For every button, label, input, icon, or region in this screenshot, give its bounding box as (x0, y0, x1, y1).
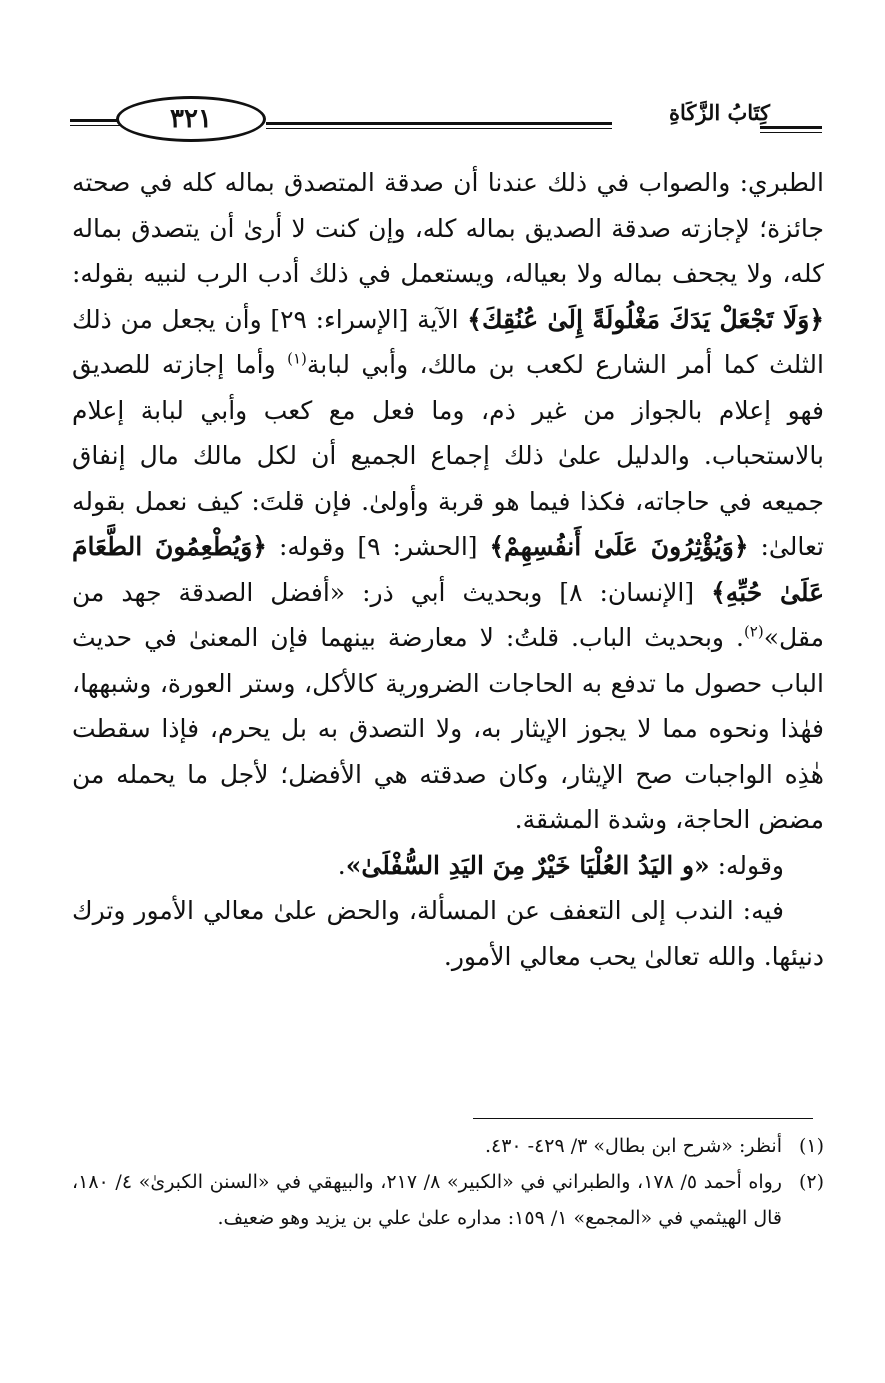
header-rule-middle-thin (266, 128, 612, 129)
paragraph-3: فيه: الندب إلى التعفف عن المسألة، والحض علىٰ معالي الأمور وترك دنيئها. والله تعالىٰ يحب معالي الأمور. (72, 896, 824, 971)
text-run: وأما إجازته للصديق فهو إعلام بالجواز من غير ذم، وما فعل مع كعب وأبي لبابة إعلام بالاستحباب. والدليل علىٰ ذلك إجماع الجميع أن لكل مالك مال إنفاق جميعه في حاجاته، فكذا فيما هو قربة وأولىٰ. فإن قلتَ: كيف نعمل بقوله تعالىٰ: (72, 350, 825, 561)
page-number-text: ٣٢١ (170, 104, 212, 134)
main-text (72, 160, 824, 979)
text-run: وقوله: (709, 850, 784, 880)
footnote-number: (١) (798, 1135, 824, 1157)
paragraph-2 (72, 843, 824, 889)
header-rule-right-inner (760, 132, 822, 133)
quran-verse: ﴿وَلَا تَجْعَلْ يَدَكَ مَغْلُولَةً إِلَىٰ عُنُقِكَ﴾ (467, 304, 824, 334)
header-rule-right-outer (760, 126, 822, 129)
header-rule-left-thin (70, 125, 120, 126)
quran-verse: ﴿وَيُطْعِمُونَ الطَّعَامَ عَلَىٰ حُبِّهِ﴾ (72, 532, 825, 607)
text-run: [الحشر: ٩] وقوله: (266, 532, 490, 561)
footnote-1 (72, 1128, 824, 1164)
footnote-ref-1: (١) (287, 349, 307, 368)
header-rule-middle (266, 122, 612, 125)
footnote-text: رواه أحمد ٥/ ١٧٨، والطبراني في «الكبير» ٨/ ٢١٧، والبيهقي في «السنن الكبرىٰ» ٤/ ١٨٠، قال الهيثمي في «المجمع» ١/ ١٥٩: مداره علىٰ علي بن يزيد وهو ضعيف. (72, 1171, 782, 1229)
footnotes (72, 1128, 824, 1236)
text-run: . وبحديث الباب. قلتُ: لا معارضة بينهما فإن المعنىٰ في حديث الباب حصول ما تدفع به الحاجات الضرورية كالأكل، وستر العورة، وشبهها، فهٰذا ونحوه مما لا يجوز الإيثار به، ولا التصدق به بل يحرم، فإذا سقطت هٰذِه الواجبات صح الإيثار، وكان صدقته هي الأفضل؛ لأجل ما يحمله من مضض الحاجة، وشدة المشقة. (72, 623, 824, 834)
text-run: الآية [الإسراء: ٢٩] وأن يجعل من ذلك الثلث كما أمر الشارع لكعب بن مالك، وأبي لبابة (72, 304, 824, 379)
page-header (70, 92, 822, 148)
book-title: كِتَابُ الزَّكَاةِ (668, 100, 770, 125)
quran-verse: ﴿وَيُؤْثِرُونَ عَلَىٰ أَنفُسِهِمْ﴾ (489, 532, 749, 561)
footnote-separator (473, 1118, 813, 1119)
footnote-ref-2: (٢) (743, 622, 764, 641)
header-rule-left (70, 119, 120, 122)
text-run: الطبري: والصواب في ذلك عندنا أن صدقة المتصدق بماله كله في صحته جائزة؛ لإجازته صدقة الصديق بماله كله، وإن كنت لا أرىٰ أن يتصدق بماله كله، ولا يجحف بماله ولا بعياله، ويستعمل في ذلك أدب الرب لنبيه بقوله: (72, 168, 824, 288)
page-number (116, 96, 266, 142)
footnote-2 (72, 1164, 824, 1236)
footnote-number: (٢) (798, 1171, 824, 1193)
text-run: . (337, 850, 346, 880)
hadith-quote: «و اليَدُ العُلْيَا خَيْرٌ مِنَ اليَدِ السُّفْلَىٰ» (345, 850, 710, 880)
footnote-text: أنظر: «شرح ابن بطال» ٣/ ٤٢٩- ٤٣٠. (484, 1135, 782, 1157)
paragraph-1 (72, 160, 824, 843)
text-run: [الإنسان: ٨] وبحديث أبي ذر: «أفضل الصدقة جهد من مقل» (72, 577, 824, 652)
